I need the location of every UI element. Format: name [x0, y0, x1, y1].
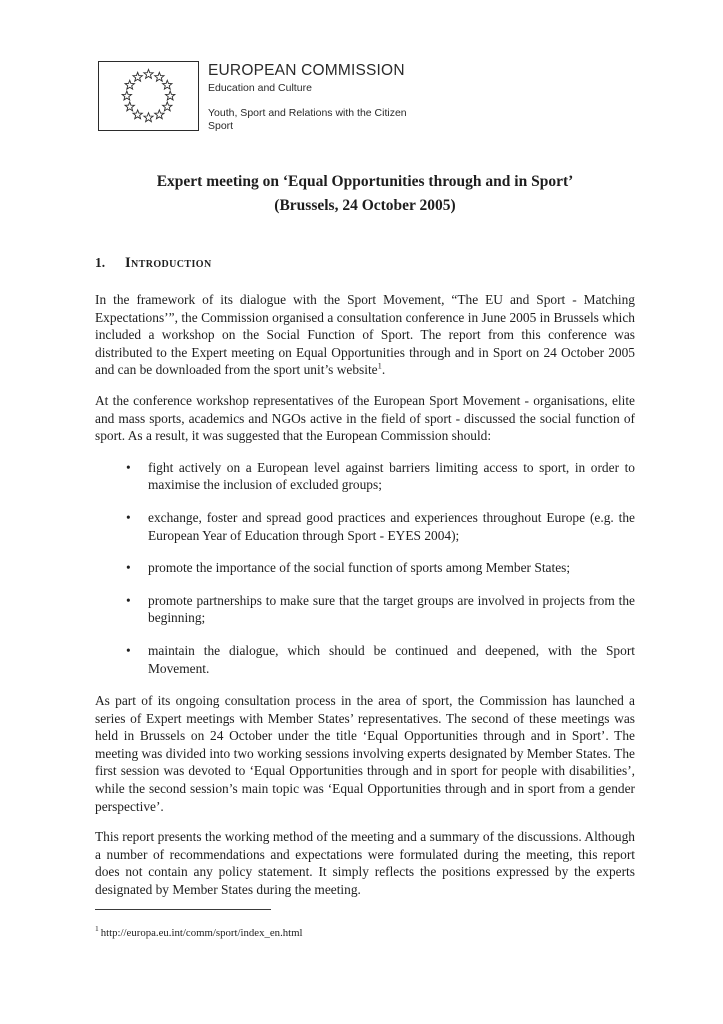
paragraph-4: This report presents the working method of the meeting and a summary of the discussions. Although a number of recommendations and expectations were formulated during the meeting, this report does not contain any policy statement. It simply reflects the positions expressed by the experts designated by Member States during the meeting. [95, 829, 635, 898]
directorate-general-name: Education and Culture [208, 82, 312, 94]
document-title [95, 170, 635, 217]
bullet-item-exchange-practices: • exchange, foster and spread good practices and experiences throughout Europe (e.g. the European Year of Education through Sport - EYES 2004); [95, 509, 635, 544]
unit-block [208, 107, 407, 132]
document-body [95, 170, 635, 899]
footnote-1-marker: 1 [95, 924, 99, 934]
bullet-item-promote-partnerships: • promote partnerships to make sure that the target groups are involved in projects from the beginning; [95, 592, 635, 627]
header-text-block [208, 61, 407, 132]
organisation-name: EUROPEAN COMMISSION [208, 62, 405, 79]
paragraph-2: At the conference workshop representatives of the European Sport Movement - organisations, elite and mass sports, academics and NGOs active in the field of sport - discussed the social function of sport. As a result, it was suggested that the European Commission should: [95, 392, 635, 444]
footnote-reference-1: 1 [377, 360, 382, 371]
bullet-item-maintain-dialogue: • maintain the dialogue, which should be continued and deepened, with the Sport Movement. [95, 642, 635, 677]
paragraph-1-end: . [381, 362, 386, 378]
commission-header [98, 61, 407, 132]
bullet-item-promote-social-function: • promote the importance of the social function of sports among Member States; [95, 559, 635, 577]
footnote-1 [95, 924, 635, 940]
footnote-area [95, 909, 635, 940]
paragraph-3: As part of its ongoing consultation process in the area of sport, the Commission has launched a series of Expert meetings with Member States’ representatives. The second of these meetings was held in Brussels on 24 October under the title ‘Equal Opportunities through and in Sport’. The meeting was divided into two working sessions involving experts designated by Member States. The first session was devoted to ‘Equal Opportunities through and in sport for people with disabilities’, while the second session’s main topic was ‘Equal Opportunities through and in sport from a gender perspective’. [95, 693, 635, 814]
document-title-line-2: (Brussels, 24 October 2005) [274, 196, 456, 214]
bullet-item-fight-barriers: • fight actively on a European level against barriers limiting access to sport, in order to maximise the inclusion of excluded groups; [95, 459, 635, 494]
footnote-1-url: http://europa.eu.int/comm/sport/index_en.html [100, 927, 303, 939]
recommendations-bullet-list [95, 459, 635, 677]
eu-flag-icon [98, 61, 199, 131]
footnote-separator-rule [95, 909, 271, 910]
section-label: Introduction [125, 255, 212, 271]
unit-line-1: Youth, Sport and Relations with the Citizen [208, 107, 407, 119]
section-number: 1. [95, 255, 106, 270]
document-title-line-1: Expert meeting on ‘Equal Opportunities through and in Sport’ [156, 173, 574, 190]
paragraph-1-text: In the framework of its dialogue with the Sport Movement, “The EU and Sport - Matching Expectations’”, the Commission organised a consultation conference in June 2005 in Brussels which included a workshop on the Social Function of Sport. The report from this conference was distributed to the Expert meeting on Equal Opportunities through and in Sport on 24 October 2005 and can be downloaded from the sport unit’s website [95, 292, 635, 378]
section-heading-introduction [95, 255, 635, 272]
paragraph-1 [95, 291, 635, 379]
unit-line-2: Sport [208, 119, 234, 132]
